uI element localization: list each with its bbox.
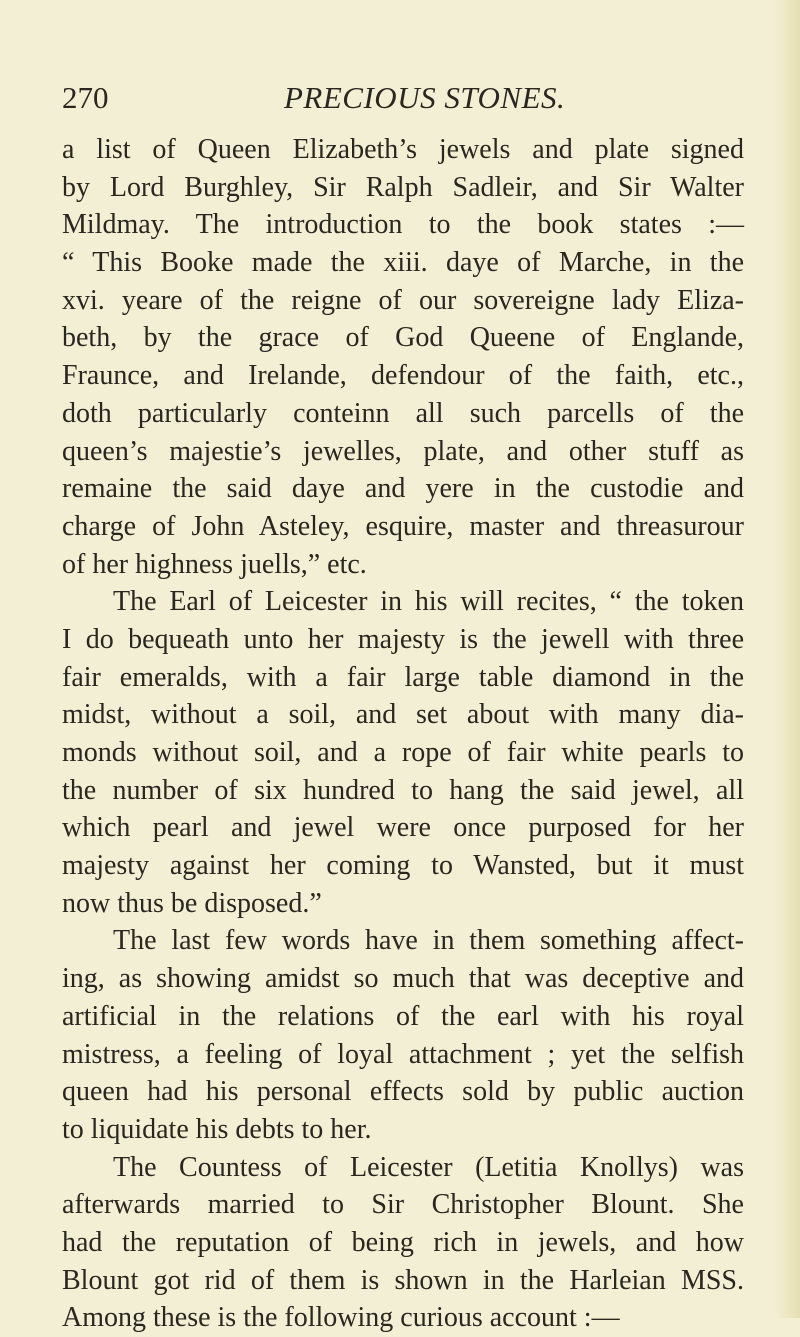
text-line: beth, by the grace of God Queene of Englande,	[62, 322, 744, 354]
text-line: Blount got rid of them is shown in the Harleian MSS.	[62, 1264, 744, 1296]
paragraph-first-line: The Countess of Leicester (Letitia Knollys) was	[113, 1151, 744, 1183]
text-line: Fraunce, and Irelande, defendour of the faith, etc.,	[62, 360, 744, 392]
page-edge-shading	[774, 0, 800, 1318]
text-line: remaine the said daye and yere in the custodie and	[62, 473, 744, 505]
running-title: PRECIOUS STONES.	[284, 80, 566, 115]
paragraph-first-line: The last few words have in them something affect-	[113, 925, 744, 957]
text-line: afterwards married to Sir Christopher Blount. She	[62, 1189, 744, 1221]
text-line: a list of Queen Elizabeth’s jewels and plate signed	[62, 134, 744, 165]
text-line: queen had his personal effects sold by public auction	[62, 1076, 744, 1108]
text-line: which pearl and jewel were once purposed for her	[62, 812, 744, 844]
text-line: “ This Booke made the xiii. daye of Marche, in the	[62, 247, 744, 279]
text-line: xvi. yeare of the reigne of our sovereigne lady Eliza-	[62, 284, 744, 316]
text-line: to liquidate his debts to her.	[62, 1113, 372, 1145]
text-line: ing, as showing amidst so much that was deceptive and	[62, 963, 744, 995]
text-line: fair emeralds, with a fair large table diamond in the	[62, 661, 744, 693]
text-line: Among these is the following curious account :—	[62, 1302, 620, 1334]
running-head	[62, 78, 742, 118]
text-line: artificial in the relations of the earl with his royal	[62, 1000, 744, 1032]
page-number: 270	[62, 80, 109, 115]
text-line: now thus be disposed.”	[62, 887, 322, 919]
text-line: queen’s majestie’s jewelles, plate, and other stuff as	[62, 435, 744, 467]
text-line: doth particularly conteinn all such parcells of the	[62, 397, 744, 429]
text-line: the number of six hundred to hang the said jewel, all	[62, 774, 744, 806]
text-line: charge of John Asteley, esquire, master and threasurour	[62, 510, 744, 542]
text-line: by Lord Burghley, Sir Ralph Sadleir, and Sir Walter	[62, 171, 744, 203]
text-line: midst, without a soil, and set about with many dia-	[62, 699, 744, 731]
text-line: monds without soil, and a rope of fair white pearls to	[62, 737, 744, 768]
body-text	[62, 131, 744, 1337]
text-line: mistress, a feeling of loyal attachment ; yet the selfish	[62, 1038, 744, 1070]
text-line: majesty against her coming to Wansted, but it must	[62, 850, 744, 882]
text-line: of her highness juells,” etc.	[62, 548, 367, 580]
text-line: I do bequeath unto her majesty is the jewell with three	[62, 623, 744, 655]
text-line: had the reputation of being rich in jewels, and how	[62, 1226, 744, 1258]
text-line: Mildmay. The introduction to the book states :—	[62, 209, 744, 241]
paragraph-first-line: The Earl of Leicester in his will recites, “ the token	[113, 586, 744, 618]
